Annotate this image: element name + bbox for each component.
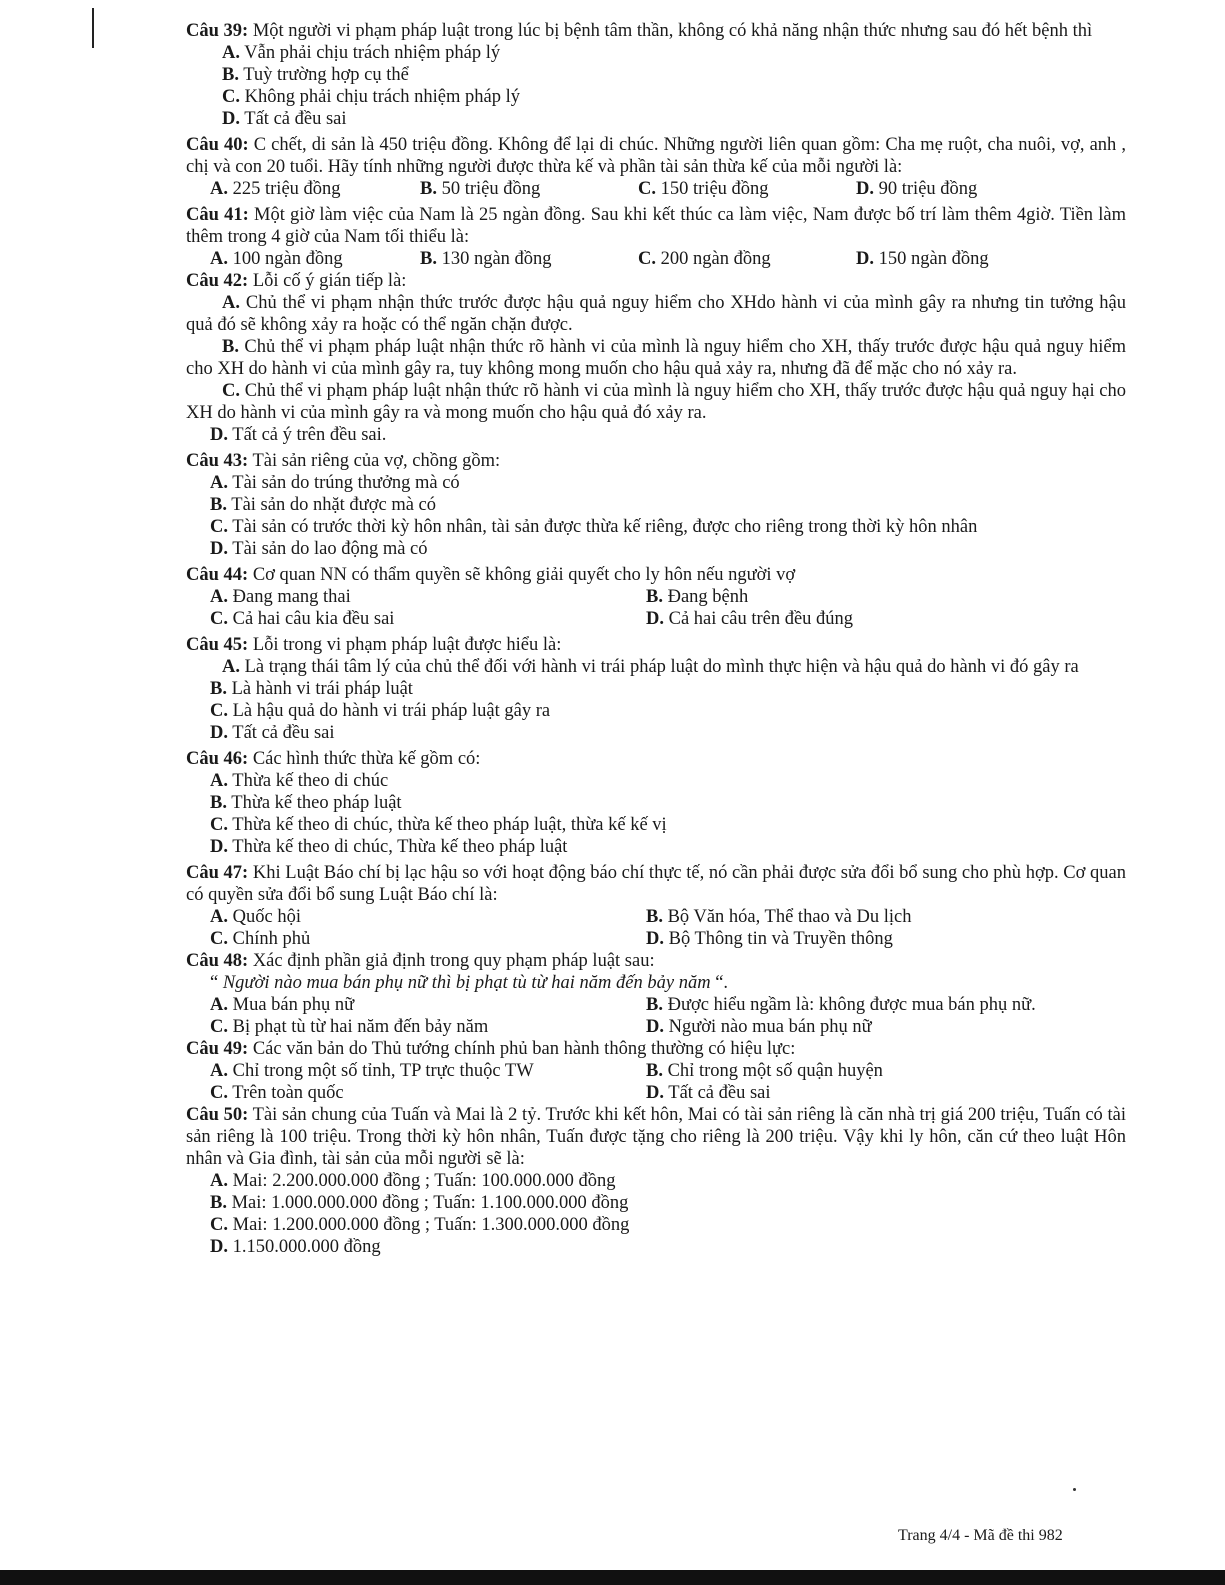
question-label: Câu 50:	[186, 1105, 249, 1125]
question-text: Lỗi cố ý gián tiếp là:	[252, 271, 407, 291]
option-b: B. Được hiểu ngầm là: không được mua bán phụ nữ.	[646, 995, 1036, 1015]
option-d: D. 1.150.000.000 đồng	[210, 1237, 381, 1257]
option-d: D. Thừa kế theo di chúc, Thừa kế theo pháp luật	[210, 837, 568, 857]
question-text: Các văn bản do Thủ tướng chính phủ ban hành thông thường có hiệu lực:	[252, 1039, 796, 1059]
question-text: Khi Luật Báo chí bị lạc hậu so với hoạt động báo chí thực tế, nó cần phải được sửa đổi bổ sung cho phù hợp. Cơ quan có quyền sửa đổi bổ sung Luật Báo chí là:	[186, 863, 1127, 905]
option-d: D. 150 ngàn đồng	[856, 249, 989, 269]
question-46	[186, 748, 1126, 858]
option-b: B. Tài sản do nhặt được mà có	[210, 495, 437, 515]
option-b: B. Mai: 1.000.000.000 đồng ; Tuấn: 1.100.000.000 đồng	[210, 1193, 629, 1213]
option-c: C. 150 triệu đồng	[638, 179, 769, 199]
option-a: A. 225 triệu đồng	[210, 179, 341, 199]
option-a: A. Mua bán phụ nữ	[210, 995, 355, 1015]
question-label: Câu 45:	[186, 635, 249, 655]
option-c: C. Thừa kế theo di chúc, thừa kế theo pháp luật, thừa kế kế vị	[210, 815, 667, 835]
question-50	[186, 1104, 1126, 1258]
question-39	[186, 20, 1126, 130]
option-c: C. Tài sản có trước thời kỳ hôn nhân, tài sản được thừa kế riêng, được cho riêng trong thời kỳ hôn nhân	[210, 517, 978, 537]
question-49	[186, 1038, 1126, 1104]
option-c: C. Trên toàn quốc	[210, 1083, 344, 1103]
option-d: D. Tất cả đều sai	[646, 1083, 771, 1103]
option-d: D. Tất cả đều sai	[210, 723, 335, 743]
question-40	[186, 134, 1126, 200]
option-b: B. 130 ngàn đồng	[420, 249, 552, 269]
option-a: A. Là trạng thái tâm lý của chủ thể đối với hành vi trái pháp luật do mình thực hiện và hậu quả do hành vi đó gây ra	[222, 657, 1079, 677]
question-45	[186, 634, 1126, 744]
option-d: D. Cả hai câu trên đều đúng	[646, 609, 854, 629]
option-c: C. Bị phạt tù từ hai năm đến bảy năm	[210, 1017, 489, 1037]
question-label: Câu 41:	[186, 205, 249, 225]
scan-speck	[1073, 1488, 1076, 1491]
option-d: D. Người nào mua bán phụ nữ	[646, 1017, 872, 1037]
question-label: Câu 47:	[186, 863, 249, 883]
option-d: D. Tài sản do lao động mà có	[210, 539, 428, 559]
option-d: D. Tất cả ý trên đều sai.	[210, 425, 387, 445]
option-a: A. Mai: 2.200.000.000 đồng ; Tuấn: 100.000.000 đồng	[210, 1171, 616, 1191]
law-quote: “ Người nào mua bán phụ nữ thì bị phạt tù từ hai năm đến bảy năm “.	[210, 973, 729, 993]
question-42	[186, 270, 1126, 446]
option-a: A. Chỉ trong một số tỉnh, TP trực thuộc TW	[210, 1061, 534, 1081]
question-41	[186, 204, 1126, 270]
option-c: C. Là hậu quả do hành vi trái pháp luật gây ra	[210, 701, 551, 721]
option-a: A. Quốc hội	[210, 907, 301, 927]
option-a: A. 100 ngàn đồng	[210, 249, 343, 269]
exam-page	[186, 20, 1126, 1258]
option-b: B. Thừa kế theo pháp luật	[210, 793, 402, 813]
question-label: Câu 46:	[186, 749, 249, 769]
option-a: A. Vẫn phải chịu trách nhiệm pháp lý	[222, 43, 501, 63]
scan-bottom-edge	[0, 1570, 1225, 1585]
option-b: B. Là hành vi trái pháp luật	[210, 679, 413, 699]
question-label: Câu 48:	[186, 951, 249, 971]
question-44	[186, 564, 1126, 630]
option-a: A. Chủ thể vi phạm nhận thức trước được hậu quả nguy hiểm cho XHdo hành vi của mình gây ra nhưng tin tưởng hậu quả đó sẽ không xảy ra hoặc có thể ngăn chặn được.	[186, 293, 1127, 335]
option-c: C. Chủ thể vi phạm pháp luật nhận thức rõ hành vi của mình là nguy hiểm cho XH, thấy trước được hậu quả nguy hại cho XH do hành vi của mình gây ra và mong muốn cho hậu quả đó xảy ra.	[186, 381, 1127, 423]
question-text: Tài sản chung của Tuấn và Mai là 2 tỷ. Trước khi kết hôn, Mai có tài sản riêng là căn nhà trị giá 200 triệu, Tuấn có tài sản riêng là 100 triệu. Trong thời kỳ hôn nhân, Tuấn được tặng cho riêng là 200 triệu. Vậy khi ly hôn, căn cứ theo luật Hôn nhân và Gia đình, tài sản của mỗi người sẽ là:	[186, 1105, 1126, 1169]
question-label: Câu 44:	[186, 565, 249, 585]
question-text: Lỗi trong vi phạm pháp luật được hiểu là:	[252, 635, 562, 655]
option-b: B. Bộ Văn hóa, Thể thao và Du lịch	[646, 907, 912, 927]
option-c: C. 200 ngàn đồng	[638, 249, 771, 269]
option-a: A. Đang mang thai	[210, 587, 351, 607]
question-label: Câu 42:	[186, 271, 249, 291]
question-label: Câu 43:	[186, 451, 249, 471]
question-text: Xác định phần giả định trong quy phạm pháp luật sau:	[252, 951, 655, 971]
option-c: C. Cả hai câu kia đều sai	[210, 609, 395, 629]
question-label: Câu 40:	[186, 135, 249, 155]
option-d: D. Tất cả đều sai	[222, 109, 347, 129]
option-b: B. Chỉ trong một số quận huyện	[646, 1061, 883, 1081]
option-c: C. Không phải chịu trách nhiệm pháp lý	[222, 87, 521, 107]
question-label: Câu 39:	[186, 21, 249, 41]
question-47	[186, 862, 1126, 950]
question-text: Các hình thức thừa kế gồm có:	[252, 749, 481, 769]
question-43	[186, 450, 1126, 560]
question-text: Cơ quan NN có thẩm quyền sẽ không giải quyết cho ly hôn nếu người vợ	[252, 565, 796, 585]
option-a: A. Thừa kế theo di chúc	[210, 771, 389, 791]
question-48	[186, 950, 1126, 1038]
option-b: B. Chủ thể vi phạm pháp luật nhận thức rõ hành vi của mình là nguy hiểm cho XH, thấy trước được hậu quả nguy hiểm cho XH do hành vi của mình gây ra, tuy không mong muốn cho hậu quả xảy ra, nhưng đã để mặc cho nó xảy ra.	[186, 337, 1126, 379]
option-c: C. Chính phủ	[210, 929, 311, 949]
question-text: Tài sản riêng của vợ, chồng gồm:	[252, 451, 501, 471]
question-text: Một người vi phạm pháp luật trong lúc bị bệnh tâm thần, không có khả năng nhận thức nhưng sau đó hết bệnh thì	[252, 21, 1093, 41]
option-a: A. Tài sản do trúng thưởng mà có	[210, 473, 460, 493]
page-footer: Trang 4/4 - Mã đề thi 982	[898, 1527, 1063, 1544]
question-text: Một giờ làm việc của Nam là 25 ngàn đồng. Sau khi kết thúc ca làm việc, Nam được bố trí làm thêm 4giờ. Tiền làm thêm trong 4 giờ của Nam tối thiểu là:	[186, 205, 1126, 247]
question-label: Câu 49:	[186, 1039, 249, 1059]
option-b: B. 50 triệu đồng	[420, 179, 541, 199]
option-c: C. Mai: 1.200.000.000 đồng ; Tuấn: 1.300.000.000 đồng	[210, 1215, 630, 1235]
option-d: D. 90 triệu đồng	[856, 179, 978, 199]
question-text: C chết, di sản là 450 triệu đồng. Không để lại di chúc. Những người liên quan gồm: Cha mẹ ruột, cha nuôi, vợ, anh , chị và con 20 tuổi. Hãy tính những người được thừa kế và phần tài sản thừa kế của mỗi người là:	[186, 135, 1126, 177]
option-b: B. Đang bệnh	[646, 587, 749, 607]
option-b: B. Tuỳ trường hợp cụ thể	[222, 65, 409, 85]
scan-edge	[92, 8, 94, 48]
option-d: D. Bộ Thông tin và Truyền thông	[646, 929, 893, 949]
